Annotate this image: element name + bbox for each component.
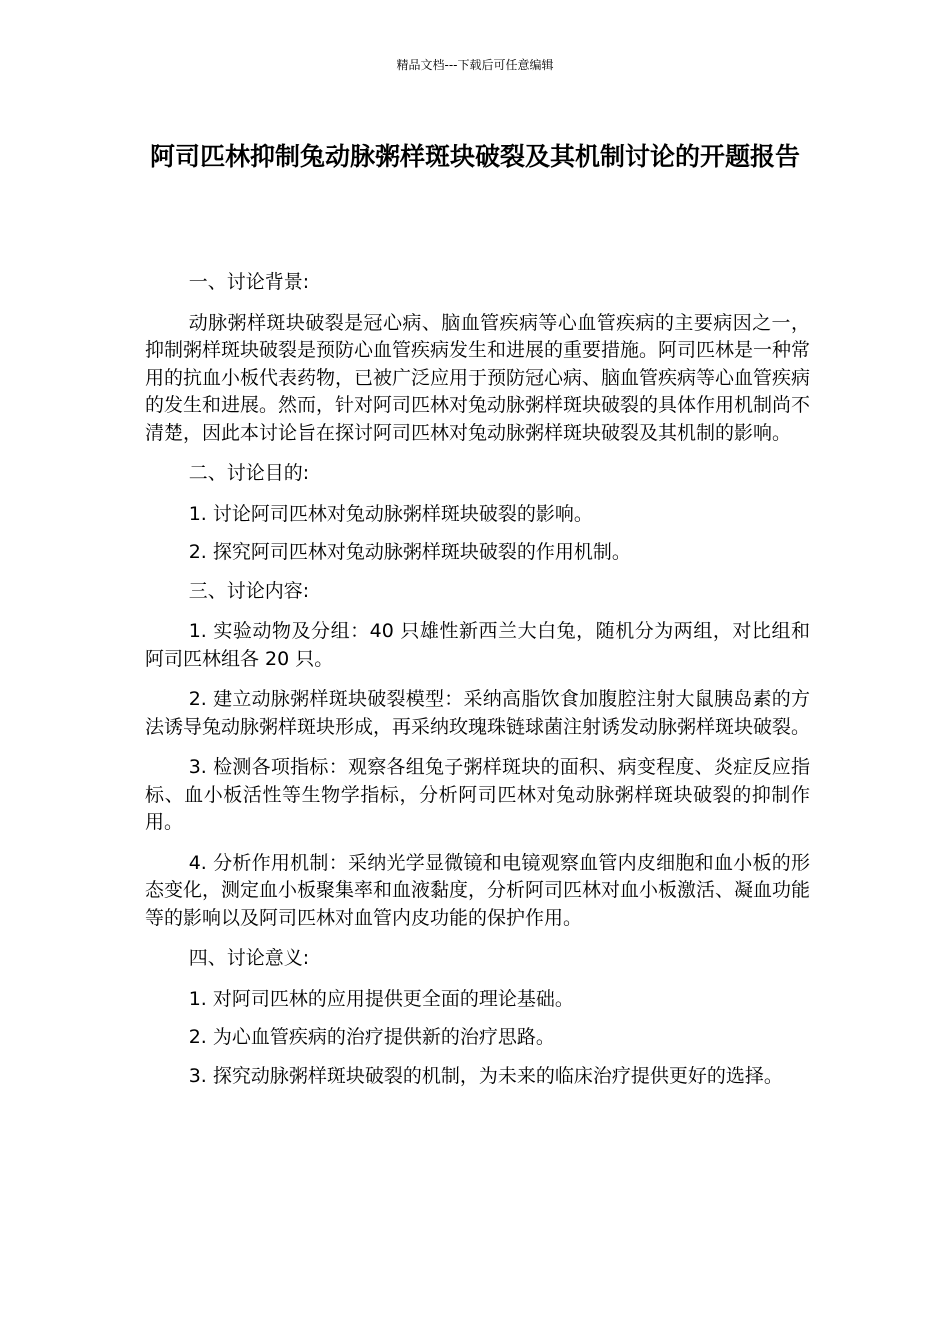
content-item-2: 2. 建立动脉粥样斑块破裂模型：采纳高脂饮食加腹腔注射大鼠胰岛素的方法诱导兔动脉粥样斑块形成，再采纳玫瑰珠链球菌注射诱发动脉粥样斑块破裂。 bbox=[145, 688, 811, 738]
header-note: 精品文档---下载后可任意编辑 bbox=[396, 58, 554, 72]
section-heading-significance: 四、讨论意义: bbox=[188, 947, 310, 969]
purpose-item-2: 2. 探究阿司匹林对兔动脉粥样斑块破裂的作用机制。 bbox=[188, 541, 631, 563]
content-item-4: 4. 分析作用机制：采纳光学显微镜和电镜观察血管内皮细胞和血小板的形态变化，测定血小板聚集率和血液黏度，分析阿司匹林对血小板激活、凝血功能等的影响以及阿司匹林对血管内皮功能的保护作用。 bbox=[145, 851, 811, 929]
significance-item-3: 3. 探究动脉粥样斑块破裂的机制，为未来的临床治疗提供更好的选择。 bbox=[188, 1064, 783, 1087]
document-title: 阿司匹林抑制兔动脉粥样斑块破裂及其机制讨论的开题报告 bbox=[149, 142, 800, 171]
document-body bbox=[145, 269, 810, 1101]
section-heading-purpose: 二、讨论目的: bbox=[188, 462, 310, 484]
content-item-3: 3. 检测各项指标：观察各组兔子粥样斑块的面积、病变程度、炎症反应指标、血小板活性等生物学指标，分析阿司匹林对兔动脉粥样斑块破裂的抑制作用。 bbox=[145, 756, 810, 833]
significance-item-1: 1. 对阿司匹林的应用提供更全面的理论基础。 bbox=[188, 987, 574, 1010]
significance-item-2: 2. 为心血管疾病的治疗提供新的治疗思路。 bbox=[188, 1026, 555, 1048]
section-heading-background: 一、讨论背景: bbox=[188, 271, 310, 293]
section-heading-content: 三、讨论内容: bbox=[188, 579, 310, 602]
background-paragraph: 动脉粥样斑块破裂是冠心病、脑血管疾病等心血管疾病的主要病因之一，抑制粥样斑块破裂是预防心血管疾病发生和进展的重要措施。阿司匹林是一种常用的抗血小板代表药物，已被广泛应用于预防冠心病、脑血管疾病等心血管疾病的发生和进展。然而，针对阿司匹林对兔动脉粥样斑块破裂的具体作用机制尚不清楚，因此本讨论旨在探讨阿司匹林对兔动脉粥样斑块破裂及其机制的影响。 bbox=[145, 311, 811, 444]
purpose-item-1: 1. 讨论阿司匹林对兔动脉粥样斑块破裂的影响。 bbox=[188, 502, 593, 525]
content-item-1: 1. 实验动物及分组：40 只雄性新西兰大白兔，随机分为两组，对比组和阿司匹林组各 20 只。 bbox=[145, 620, 810, 670]
